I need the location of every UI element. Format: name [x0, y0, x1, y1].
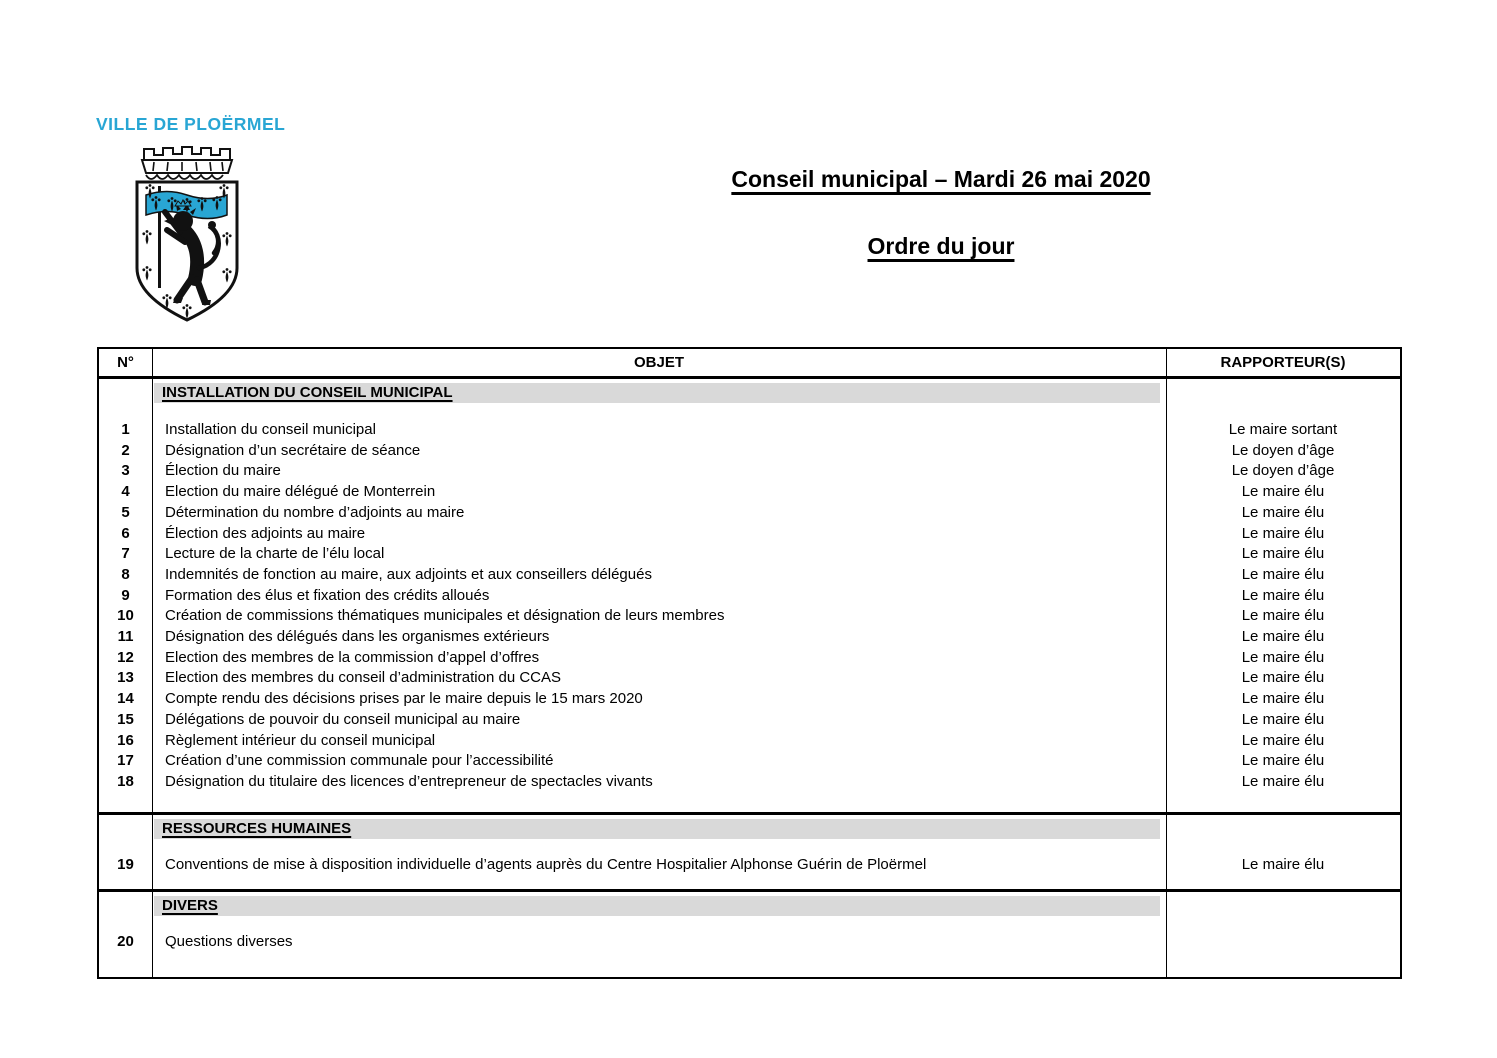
row-number: 13: [117, 669, 134, 687]
row-objet: Création d’une commission communale pour l’accessibilité: [165, 752, 554, 770]
row-number: 4: [121, 483, 130, 501]
table-row: [99, 524, 1400, 545]
table-row: [99, 565, 1400, 586]
section-rows: [99, 932, 1400, 953]
row-number: 15: [117, 710, 134, 728]
table-row: [99, 689, 1400, 710]
row-objet: Conventions de mise à disposition individuelle d’agents auprès du Centre Hospitalier Alphonse Guérin de Ploërmel: [165, 856, 927, 873]
row-objet: Election des membres de la commission d’appel d’offres: [165, 648, 540, 666]
row-rapporteur: [1166, 932, 1400, 953]
header-objet: OBJET: [633, 354, 684, 371]
table-row: [99, 932, 1400, 953]
row-number: 12: [117, 648, 134, 666]
row-number: 3: [121, 462, 130, 480]
table-header-row: [99, 349, 1400, 379]
row-objet: Détermination du nombre d’adjoints au maire: [165, 503, 465, 521]
section-block: [99, 812, 1400, 889]
row-objet: Élection du maire: [165, 462, 281, 480]
row-objet: Élection des adjoints au maire: [165, 524, 366, 542]
row-rapporteur: Le maire élu: [1241, 690, 1325, 708]
row-number: 6: [121, 524, 130, 542]
row-number: 8: [121, 565, 130, 583]
table-row: [99, 461, 1400, 482]
row-objet: Règlement intérieur du conseil municipal: [165, 731, 436, 749]
row-number: 19: [117, 856, 134, 873]
table-row: [99, 420, 1400, 441]
row-objet: Installation du conseil municipal: [165, 421, 376, 438]
row-rapporteur: Le maire élu: [1241, 648, 1325, 666]
table-row: [99, 710, 1400, 731]
agenda-table: [97, 347, 1402, 979]
row-rapporteur: Le maire élu: [1241, 752, 1325, 770]
row-rapporteur: Le doyen d’âge: [1231, 462, 1335, 480]
row-number: 11: [117, 628, 134, 646]
row-rapporteur: Le maire élu: [1241, 524, 1325, 542]
section-rows: [99, 420, 1400, 793]
row-rapporteur: Le maire élu: [1241, 772, 1325, 790]
row-number: 16: [117, 731, 134, 749]
row-objet: Compte rendu des décisions prises par le maire depuis le 15 mars 2020: [165, 690, 643, 708]
row-rapporteur: Le maire élu: [1241, 483, 1325, 501]
table-row: [99, 482, 1400, 503]
row-number: 7: [121, 545, 130, 563]
row-objet: Questions diverses: [165, 933, 293, 950]
row-number: 2: [121, 441, 130, 459]
row-objet: Désignation des délégués dans les organismes extérieurs: [165, 628, 550, 646]
row-number: 20: [117, 933, 134, 950]
row-rapporteur: Le maire élu: [1241, 710, 1325, 728]
table-row: [99, 648, 1400, 669]
document-subtitle: Ordre du jour: [867, 233, 1015, 259]
row-number: 1: [121, 421, 130, 438]
city-crest-icon: [120, 138, 254, 324]
city-name-logo: VILLE DE PLOËRMEL: [96, 114, 286, 134]
header-rapporteur: RAPPORTEUR(S): [1220, 354, 1346, 371]
section-header-strip: [154, 819, 1160, 839]
row-objet: Désignation du titulaire des licences d’entrepreneur de spectacles vivants: [165, 772, 653, 790]
table-body: [99, 379, 1400, 977]
section-header-strip: [154, 896, 1160, 916]
section-title: DIVERS: [162, 897, 218, 914]
row-objet: Délégations de pouvoir du conseil municipal au maire: [165, 710, 521, 728]
section-rows: [99, 855, 1400, 876]
section-header-strip: [154, 383, 1160, 403]
row-rapporteur: Le doyen d’âge: [1231, 441, 1335, 459]
section-title: RESSOURCES HUMAINES: [162, 820, 352, 837]
table-row: [99, 606, 1400, 627]
row-number: 18: [117, 772, 134, 790]
table-row: [99, 731, 1400, 752]
table-row: [99, 668, 1400, 689]
row-rapporteur: Le maire élu: [1241, 503, 1325, 521]
table-row: [99, 855, 1400, 876]
table-row: [99, 544, 1400, 565]
title-block: [388, 166, 1494, 260]
section-block: [99, 889, 1400, 977]
row-number: 10: [117, 607, 134, 625]
table-row: [99, 627, 1400, 648]
table-row: [99, 586, 1400, 607]
row-objet: Création de commissions thématiques municipales et désignation de leurs membres: [165, 607, 725, 625]
row-rapporteur: Le maire élu: [1241, 856, 1325, 873]
row-objet: Election des membres du conseil d’administration du CCAS: [165, 669, 562, 687]
row-rapporteur: Le maire élu: [1241, 628, 1325, 646]
row-rapporteur: Le maire sortant: [1228, 421, 1338, 438]
table-row: [99, 503, 1400, 524]
row-rapporteur: Le maire élu: [1241, 586, 1325, 604]
row-rapporteur: Le maire élu: [1241, 545, 1325, 563]
table-row: [99, 751, 1400, 772]
row-objet: Indemnités de fonction au maire, aux adjoints et aux conseillers délégués: [165, 565, 652, 583]
row-objet: Formation des élus et fixation des crédits alloués: [165, 586, 490, 604]
row-rapporteur: Le maire élu: [1241, 669, 1325, 687]
document-title: Conseil municipal – Mardi 26 mai 2020: [731, 166, 1151, 192]
row-number: 9: [121, 586, 130, 604]
row-rapporteur: Le maire élu: [1241, 607, 1325, 625]
section-block: [99, 379, 1400, 812]
row-objet: Désignation d’un secrétaire de séance: [165, 441, 421, 459]
table-row: [99, 441, 1400, 462]
row-objet: Election du maire délégué de Monterrein: [165, 483, 436, 501]
header-num: N°: [117, 354, 134, 371]
row-rapporteur: Le maire élu: [1241, 565, 1325, 583]
row-rapporteur: Le maire élu: [1241, 731, 1325, 749]
row-objet: Lecture de la charte de l’élu local: [165, 545, 385, 563]
table-row: [99, 772, 1400, 793]
row-number: 5: [121, 503, 130, 521]
row-number: 14: [117, 690, 134, 708]
row-number: 17: [117, 752, 134, 770]
section-title: INSTALLATION DU CONSEIL MUNICIPAL: [162, 384, 453, 401]
